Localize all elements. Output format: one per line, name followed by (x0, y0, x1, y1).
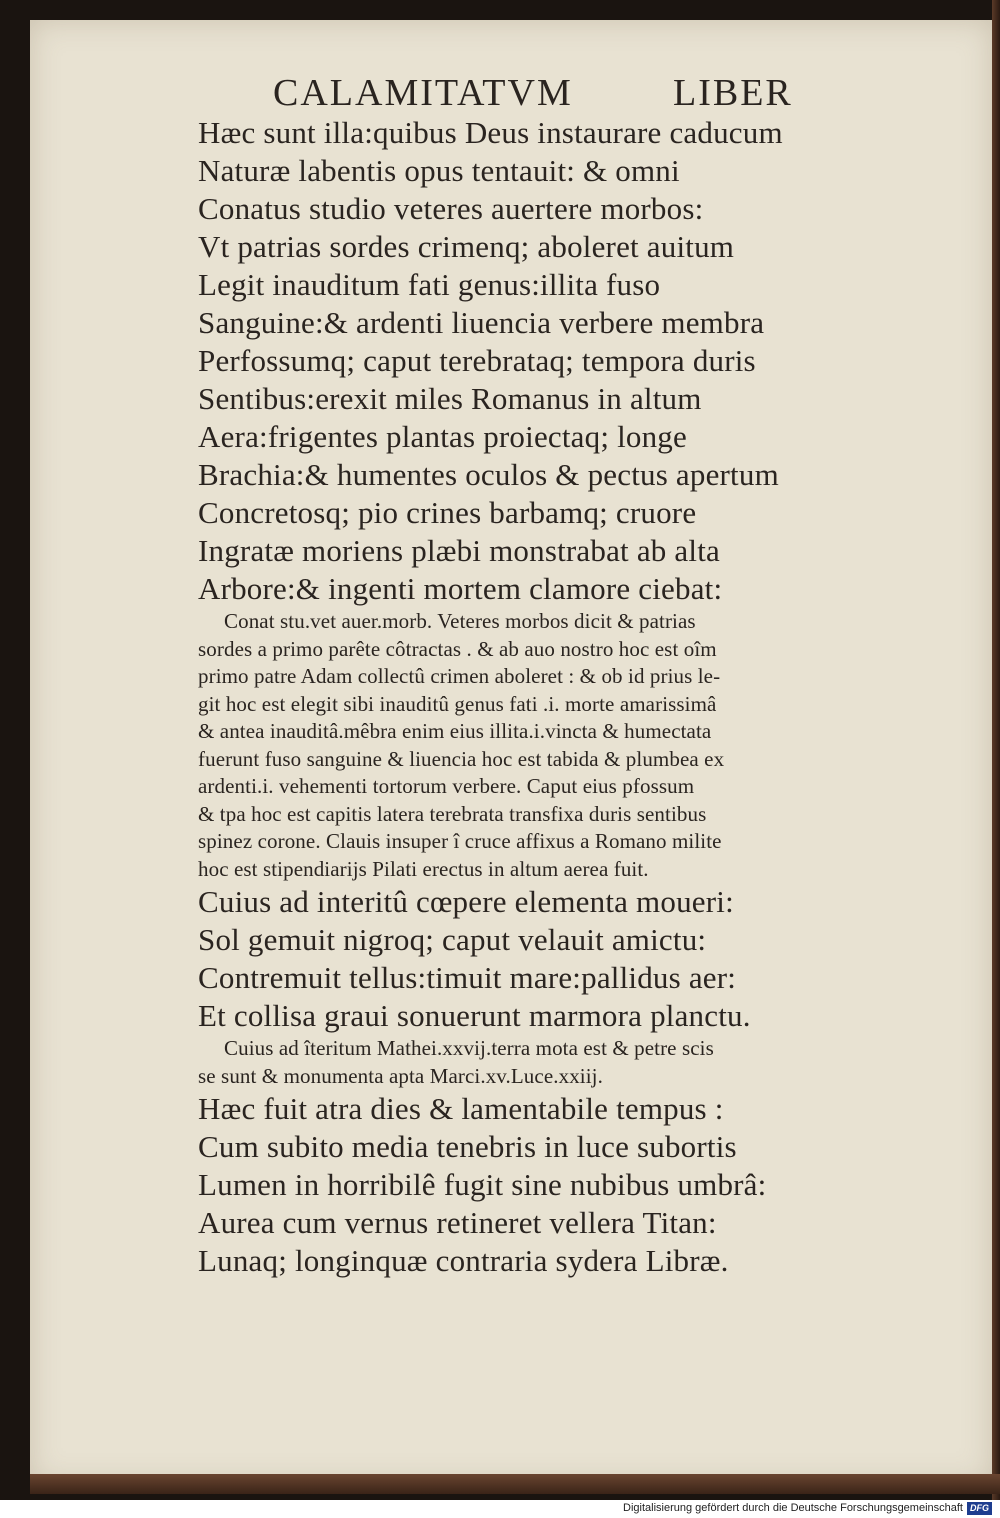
verse-line: Sanguine:& ardenti liuencia verbere membra (198, 305, 765, 340)
verse-line: Brachia:& humentes oculos & pectus apertum (198, 457, 779, 492)
verse-line: Lunaq; longinquæ contraria sydera Libræ. (198, 1243, 729, 1278)
verse-line: Vt patrias sordes crimenq; aboleret auitum (198, 229, 735, 264)
verse-line: Aera:frigentes plantas proiectaq; longe (198, 419, 687, 454)
verse-line: Conatus studio veteres auertere morbos: (198, 191, 704, 226)
commentary-line: Conat stu.vet auer.morb. Veteres morbos dicit & patrias (224, 609, 696, 633)
commentary-line: & antea inauditâ.mêbra enim eius illita.i.vincta & humectata (198, 719, 712, 743)
running-header (198, 72, 888, 114)
verse-line: Lumen in horribilê fugit sine nubibus umbrâ: (198, 1167, 767, 1202)
verse-block-3 (198, 1090, 888, 1280)
page-text (198, 72, 888, 1280)
verse-block-2 (198, 883, 888, 1035)
verse-line: Et collisa graui sonuerunt marmora planctu. (198, 998, 751, 1033)
verse-line: Sentibus:erexit miles Romanus in altum (198, 381, 702, 416)
verse-line: Arbore:& ingenti mortem clamore ciebat: (198, 571, 723, 606)
verse-line: Contremuit tellus:timuit mare:pallidus aer: (198, 960, 737, 995)
verse-line: Concretosq; pio crines barbamq; cruore (198, 495, 697, 530)
commentary-line: & tpa hoc est capitis latera terebrata transfixa duris sentibus (198, 801, 707, 826)
commentary-line: ardenti.i. vehementi tortorum verbere. Caput eius pfossum (198, 774, 695, 798)
verse-line: Sol gemuit nigroq; caput velauit amictu: (198, 922, 707, 957)
digitization-credit (623, 1501, 992, 1515)
dfg-logo: DFG (967, 1502, 992, 1515)
commentary-line: Cuius ad îteritum Mathei.xxvij.terra mota est & petre scis (224, 1036, 714, 1060)
commentary-line: se sunt & monumenta apta Marci.xv.Luce.xxiij. (198, 1063, 603, 1088)
verse-line: Hæc sunt illa:quibus Deus instaurare caducum (198, 115, 783, 150)
verse-line: Naturæ labentis opus tentauit: & omni (198, 153, 680, 188)
book-edge-right (992, 0, 1000, 1500)
commentary-line: primo patre Adam collectû crimen aboleret : & ob id prius le- (198, 664, 721, 688)
verse-line: Cuius ad interitû cœpere elementa moueri: (198, 884, 734, 919)
commentary-line: sordes a primo parête côtractas . & ab auo nostro hoc est oîm (198, 636, 717, 661)
credit-text: Digitalisierung gefördert durch die Deutsche Forschungsgemeinschaft (623, 1502, 963, 1514)
commentary-line: fuerunt fuso sanguine & liuencia hoc est tabida & plumbea ex (198, 746, 725, 771)
commentary-block-1 (198, 608, 888, 883)
verse-line: Perfossumq; caput terebrataq; tempora duris (198, 343, 756, 378)
commentary-block-2 (198, 1035, 888, 1090)
verse-line: Ingratæ moriens plæbi monstrabat ab alta (198, 533, 720, 568)
book-edge-bottom (30, 1474, 1000, 1494)
verse-line: Aurea cum vernus retineret vellera Titan: (198, 1205, 717, 1240)
verse-line: Legit inauditum fati genus:illita fuso (198, 267, 661, 302)
verse-line: Cum subito media tenebris in luce subortis (198, 1129, 737, 1164)
running-header-right: LIBER (673, 72, 793, 114)
commentary-line: spinez corone. Clauis insuper î cruce affixus a Romano milite (198, 829, 722, 853)
commentary-line: git hoc est elegit sibi inauditû genus fati .i. morte amarissimâ (198, 691, 717, 716)
commentary-line: hoc est stipendiarijs Pilati erectus in altum aerea fuit. (198, 856, 649, 881)
running-header-left: CALAMITATVM (273, 72, 573, 114)
verse-block-1 (198, 114, 888, 608)
verse-line: Hæc fuit atra dies & lamentabile tempus : (198, 1091, 724, 1126)
